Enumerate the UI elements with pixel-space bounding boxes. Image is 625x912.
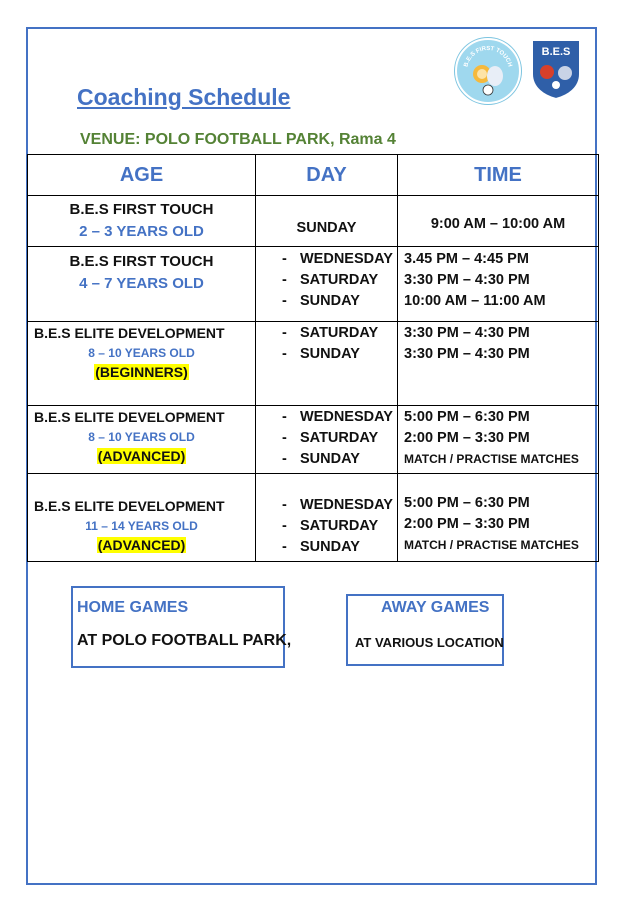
header-time: TIME bbox=[398, 155, 599, 196]
age-range: 11 – 14 YEARS OLD bbox=[85, 519, 198, 533]
time-item: 5:00 PM – 6:30 PM bbox=[404, 409, 530, 425]
age-range: 8 – 10 YEARS OLD bbox=[88, 346, 195, 360]
day-item: - SUNDAY bbox=[256, 344, 397, 365]
age-cell bbox=[28, 406, 256, 474]
header-day: DAY bbox=[256, 155, 398, 196]
away-games-box bbox=[346, 594, 504, 666]
day-item: - SATURDAY bbox=[256, 428, 397, 449]
age-cell bbox=[28, 196, 256, 247]
time-cell bbox=[398, 474, 599, 562]
day-item: - SUNDAY bbox=[256, 449, 397, 470]
day-cell bbox=[256, 474, 398, 562]
time-cell bbox=[398, 406, 599, 474]
header-age: AGE bbox=[28, 155, 256, 196]
bes-shield-logo bbox=[528, 38, 584, 100]
level-badge: (BEGINNERS) bbox=[95, 364, 188, 380]
day-item: - WEDNESDAY bbox=[256, 249, 397, 270]
age-range: 8 – 10 YEARS OLD bbox=[88, 430, 195, 444]
time-item: MATCH / PRACTISE MATCHES bbox=[404, 452, 579, 466]
away-games-location: AT VARIOUS LOCATION bbox=[355, 635, 504, 650]
table-row bbox=[28, 406, 599, 474]
day-item: - WEDNESDAY bbox=[256, 407, 397, 428]
time-item: MATCH / PRACTISE MATCHES bbox=[404, 538, 579, 552]
age-range: 2 – 3 YEARS OLD bbox=[79, 223, 204, 240]
day-item: - SATURDAY bbox=[256, 323, 397, 344]
day-cell bbox=[256, 322, 398, 406]
group-name: B.E.S FIRST TOUCH bbox=[69, 201, 214, 218]
time-cell bbox=[398, 247, 599, 322]
day-item: - WEDNESDAY bbox=[256, 495, 397, 516]
time-item: 3:30 PM – 4:30 PM bbox=[404, 272, 530, 288]
home-games-location: AT POLO FOOTBALL PARK, bbox=[77, 632, 292, 649]
day-cell bbox=[256, 247, 398, 322]
day-item: - SATURDAY bbox=[256, 516, 397, 537]
svg-text:B.E.S: B.E.S bbox=[541, 46, 571, 58]
home-games-box bbox=[71, 586, 292, 668]
time-cell bbox=[398, 322, 599, 406]
age-cell bbox=[28, 247, 256, 322]
table-row bbox=[28, 322, 599, 406]
group-name: B.E.S ELITE DEVELOPMENT bbox=[34, 325, 225, 341]
venue-label: VENUE: POLO FOOTBALL PARK, Rama 4 bbox=[80, 131, 396, 148]
schedule-table bbox=[27, 154, 599, 562]
svg-text:B.E.S FIRST TOUCH: B.E.S FIRST TOUCH bbox=[463, 45, 513, 68]
group-name: B.E.S ELITE DEVELOPMENT bbox=[34, 498, 225, 514]
group-name: B.E.S ELITE DEVELOPMENT bbox=[34, 409, 225, 425]
time-item: 2:00 PM – 3:30 PM bbox=[404, 516, 530, 532]
time-item: 3:30 PM – 4:30 PM bbox=[404, 346, 530, 362]
age-range: 4 – 7 YEARS OLD bbox=[79, 275, 204, 292]
time-item: 2:00 PM – 3:30 PM bbox=[404, 430, 530, 446]
time-item: 9:00 AM – 10:00 AM bbox=[430, 216, 566, 232]
day-item: - SUNDAY bbox=[256, 537, 397, 558]
time-cell bbox=[398, 196, 599, 247]
table-header-row bbox=[28, 155, 599, 196]
day-item: - SUNDAY bbox=[256, 291, 397, 312]
age-cell bbox=[28, 322, 256, 406]
age-cell bbox=[28, 474, 256, 562]
time-item: 5:00 PM – 6:30 PM bbox=[404, 495, 530, 511]
table-row bbox=[28, 247, 599, 322]
level-badge: (ADVANCED) bbox=[97, 537, 186, 553]
table-row bbox=[28, 474, 599, 562]
time-item: 3:30 PM – 4:30 PM bbox=[404, 325, 530, 341]
first-touch-logo bbox=[455, 38, 521, 104]
time-item: 3.45 PM – 4:45 PM bbox=[404, 251, 529, 267]
day-cell bbox=[256, 196, 398, 247]
group-name: B.E.S FIRST TOUCH bbox=[69, 253, 214, 270]
away-games-title: AWAY GAMES bbox=[381, 599, 490, 616]
home-games-title: HOME GAMES bbox=[77, 599, 189, 616]
day-cell bbox=[256, 406, 398, 474]
day-item: - SATURDAY bbox=[256, 270, 397, 291]
level-badge: (ADVANCED) bbox=[97, 448, 186, 464]
page-title: Coaching Schedule bbox=[77, 84, 291, 110]
day-item: SUNDAY bbox=[296, 220, 357, 236]
time-item: 10:00 AM – 11:00 AM bbox=[404, 293, 546, 309]
table-row bbox=[28, 196, 599, 247]
